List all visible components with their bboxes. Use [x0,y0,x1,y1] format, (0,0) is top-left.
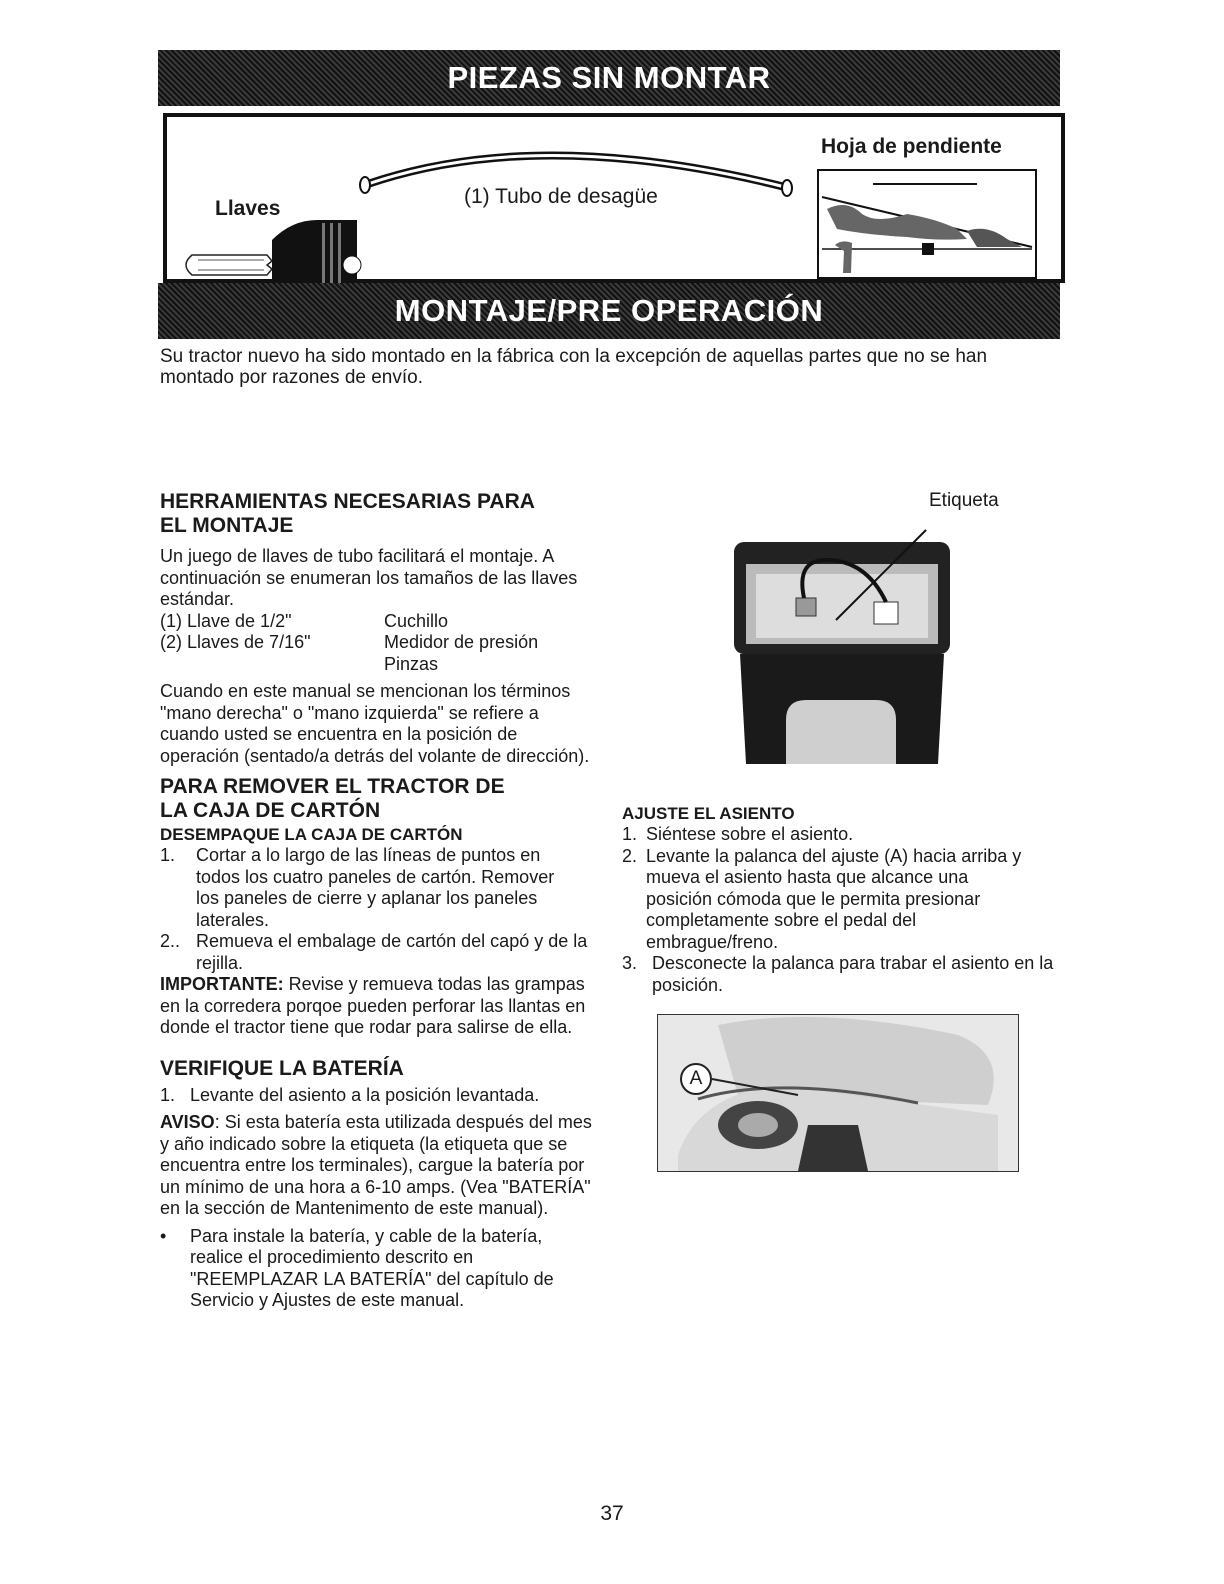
tools-list [160,611,592,676]
unassembled-parts-banner: PIEZAS SIN MONTAR [158,50,1060,106]
seat-section [622,804,1062,996]
step-number: 1. [160,845,176,865]
important-label: IMPORTANTE: [160,974,284,994]
remove-heading-line2: LA CAJA DE CARTÓN [160,799,381,822]
tool-item: (1) Llave de 1/2" [160,610,292,631]
step-number: 2. [622,845,638,866]
step-text: Levante del asiento a la posición levantada. [190,1084,540,1105]
unassembled-parts-panel [163,113,1065,283]
step-number: 1. [622,824,638,844]
tools-heading-line1: HERRAMIENTAS NECESARIAS PARA [160,490,535,513]
tool-item: Medidor de presión [384,632,539,652]
tool-item: Pinzas [384,653,439,674]
tools-list-row [160,611,592,633]
bullet-icon: • [160,1225,167,1246]
hand-note: Cuando en este manual se mencionan los términos "mano derecha" o "mano izquierda" se refiere a cuando usted se encuentra en la posición de operación (sentado/a detrás del volante de dirección). [160,681,590,766]
unpack-step [160,845,592,931]
step-number: 1. [160,1084,176,1105]
battery-notice [160,1112,592,1220]
keys-title: Llaves [215,197,281,220]
drain-tube-caption: (1) Tubo de desagüe [464,185,658,208]
tool-item: (2) Llaves de 7/16" [160,632,311,652]
page-number: 37 [600,1502,624,1525]
step-text: Cortar a lo largo de las líneas de puntos en todos los cuatro paneles de cartón. Remover los paneles de cierre y aplanar los paneles laterales. [196,845,555,930]
tools-list-row [160,632,592,654]
battery-bullet [160,1226,592,1312]
notice-text: : Si esta batería esta utilizada después del mes y año indicado sobre la etiqueta (la etiqueta que se encuentra entre los terminales), cargue la batería por un mínimo de una hora a 6-10 amps. (Vea "BATERÍA" en la sección de Mantenimento de este manual). [160,1112,592,1218]
seat-step [622,846,1062,954]
notice-label: AVISO [160,1112,215,1132]
tools-heading-line2: EL MONTAJE [160,514,294,537]
step-text: Remueva el embalage de cartón del capó y de la rejilla. [196,931,588,973]
remove-heading-line1: PARA REMOVER EL TRACTOR DE [160,775,505,798]
battery-heading: VERIFIQUE LA BATERÍA [160,1056,404,1080]
tools-list-row [160,654,592,676]
important-text: Revise y remueva todas las grampas en la corredera porqoe pueden perforar las llantas en donde el tractor tiene que rodar para salirse de ella. [160,974,586,1037]
step-text: Levante la palanca del ajuste (A) hacia arriba y mueva el asiento hasta que alcance una posición cómoda que le permita presionar completamente sobre el pedal del embrague/freno. [646,845,1022,952]
left-column [160,490,592,1312]
assembly-banner: MONTAJE/PRE OPERACIÓN [158,283,1060,339]
tools-text: Un juego de llaves de tubo facilitará el montaje. A continuación se enumeran los tamaños de las llaves estándar. [160,546,578,609]
unpack-subheading: DESEMPAQUE LA CAJA DE CARTÓN [160,825,463,844]
seat-adjust-photo [657,1014,1019,1172]
seat-step [622,824,1062,846]
important-note [160,974,592,1039]
slope-sheet-title: Hoja de pendiente [821,135,1002,158]
unpack-step [160,931,592,974]
bullet-text: Para instale la batería, y cable de la batería, realice el procedimiento descrito en "REEMPLAZAR LA BATERÍA" del capítulo de Servicio y Ajustes de este manual. [190,1225,554,1310]
seat-step [622,953,1062,996]
intro-text: Su tractor nuevo ha sido montado en la fábrica con la excepción de aquellas partes que no se han montado por razones de envío. [160,346,988,388]
slope-sheet-illustration [817,169,1037,281]
tool-item [160,654,384,676]
step-number: 3. [622,953,638,973]
seat-illustration [658,1015,1018,1171]
battery-step [160,1085,592,1107]
tool-item: Cuchillo [384,610,449,631]
step-text: Siéntese sobre el asiento. [646,824,854,844]
seat-heading: AJUSTE EL ASIENTO [622,804,795,823]
battery-illustration [726,520,958,776]
battery-label-callout: Etiqueta [929,490,999,511]
step-text: Desconecte la palanca para trabar el asiento en la posición. [652,953,1054,995]
callout-a: A [680,1063,712,1095]
step-number: 2.. [160,931,181,951]
